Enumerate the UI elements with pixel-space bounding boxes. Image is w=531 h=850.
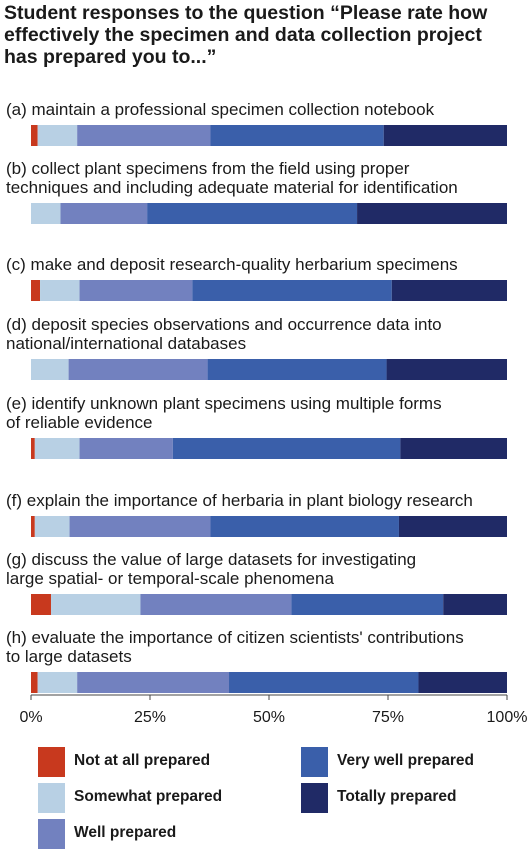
legend-label: Totally prepared <box>337 788 457 805</box>
legend-label: Somewhat prepared <box>74 788 223 805</box>
legend-label: Not at all prepared <box>74 752 211 769</box>
category-label: (e) identify unknown plant specimens using multiple forms <box>6 394 442 413</box>
bar-segment <box>210 125 383 146</box>
bar-segment <box>38 672 78 693</box>
bar-segment <box>38 125 78 146</box>
bar-segment <box>31 438 35 459</box>
category-label: (a) maintain a professional specimen collection notebook <box>6 100 435 119</box>
category-label: (d) deposit species observations and occurrence data into <box>6 315 442 334</box>
bar-segment <box>229 672 418 693</box>
category-label: national/international databases <box>6 334 247 353</box>
category-label: to large datasets <box>6 647 132 666</box>
chart-title-line: Student responses to the question “Please rate how <box>4 2 488 24</box>
legend-swatch <box>38 783 65 813</box>
bar-segment <box>443 594 507 615</box>
category-label: (h) evaluate the importance of citizen scientists' contributions <box>6 628 464 647</box>
bar-segment <box>77 672 229 693</box>
chart-title-line: effectively the specimen and data collection project <box>4 24 482 46</box>
bar-segment <box>384 125 507 146</box>
x-tick-label: 100% <box>486 709 528 726</box>
bar-segment <box>31 516 35 537</box>
category-label: of reliable evidence <box>6 413 153 432</box>
bar-segment <box>31 280 40 301</box>
category-label: (b) collect plant specimens from the field using proper <box>6 159 410 178</box>
x-tick-label: 25% <box>133 709 167 726</box>
bar-segment <box>51 594 140 615</box>
bar-segment <box>31 359 69 380</box>
x-tick-label: 0% <box>19 709 43 726</box>
legend-label: Well prepared <box>74 824 177 841</box>
category-label: (f) explain the importance of herbaria in plant biology research <box>6 491 473 510</box>
bar-segment <box>140 594 291 615</box>
bar-segment <box>418 672 507 693</box>
bar-segment <box>291 594 443 615</box>
bar-segment <box>392 280 507 301</box>
bar-segment <box>31 594 51 615</box>
legend-swatch <box>38 747 65 777</box>
chart-title-line: has prepared you to...” <box>4 46 217 68</box>
bar-segment <box>31 125 38 146</box>
x-tick-label: 50% <box>252 709 286 726</box>
bar-segment <box>40 280 80 301</box>
bar-segment <box>80 280 193 301</box>
bar-segment <box>77 125 210 146</box>
bar-segment <box>69 359 208 380</box>
bar-segment <box>35 438 80 459</box>
x-tick-label: 75% <box>371 709 405 726</box>
bar-segment <box>210 516 398 537</box>
bar-segment <box>70 516 211 537</box>
bar-segment <box>31 203 61 224</box>
bar-segment <box>31 672 38 693</box>
bar-segment <box>35 516 70 537</box>
bar-segment <box>387 359 507 380</box>
category-label: techniques and including adequate material for identification <box>6 178 458 197</box>
category-label: (c) make and deposit research-quality herbarium specimens <box>6 255 458 274</box>
bar-segment <box>147 203 357 224</box>
category-label: large spatial- or temporal-scale phenomena <box>6 569 334 588</box>
bar-segment <box>399 516 507 537</box>
legend-swatch <box>301 747 328 777</box>
legend-swatch <box>38 819 65 849</box>
bar-segment <box>208 359 387 380</box>
bar-segment <box>61 203 148 224</box>
bar-segment <box>192 280 391 301</box>
bar-segment <box>80 438 173 459</box>
category-label: (g) discuss the value of large datasets for investigating <box>6 550 417 569</box>
bar-segment <box>357 203 507 224</box>
bar-segment <box>400 438 507 459</box>
legend-label: Very well prepared <box>337 752 474 769</box>
bar-segment <box>173 438 401 459</box>
legend-swatch <box>301 783 328 813</box>
